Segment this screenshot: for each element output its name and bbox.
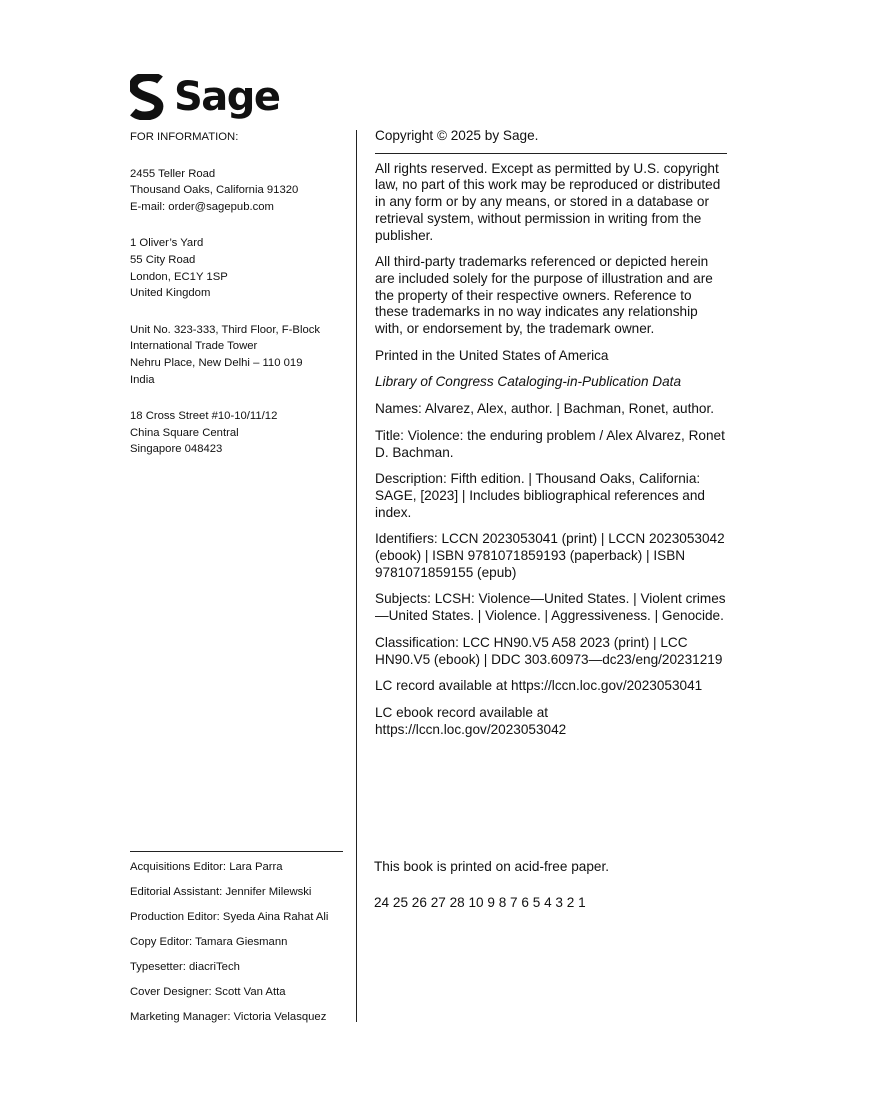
publisher-logo xyxy=(130,74,280,120)
address-line: International Trade Tower xyxy=(130,340,258,353)
address-line: India xyxy=(130,373,155,386)
address-line: Unit No. 323-333, Third Floor, F-Block xyxy=(130,323,321,336)
credit-line: Copy Editor: Tamara Giesmann xyxy=(130,936,288,948)
copyright-line: Copyright © 2025 by Sage. xyxy=(375,128,727,154)
cip-identifiers: Identifiers: LCCN 2023053041 (print) | LCCN 2023053042 (ebook) | ISBN 9781071859193 (paperback) | ISBN 9781071859155 (epub) xyxy=(375,531,725,580)
cip-classification: Classification: LCC HN90.V5 A58 2023 (print) | LCC HN90.V5 (ebook) | DDC 303.60973—dc23/eng/20231219 xyxy=(375,634,723,667)
address-block xyxy=(130,235,352,301)
contact-information xyxy=(130,129,352,478)
print-line: 24 25 26 27 28 10 9 8 7 6 5 4 3 2 1 xyxy=(374,895,586,910)
address-line: 55 City Road xyxy=(130,253,196,266)
credits-rule xyxy=(130,851,343,852)
address-line: London, EC1Y 1SP xyxy=(130,270,228,283)
copyright-section xyxy=(375,128,727,748)
cip-lc-record: LC record available at https://lccn.loc.gov/2023053041 xyxy=(375,678,703,694)
address-line: Singapore 048423 xyxy=(130,443,223,456)
logo-wordmark: Sage xyxy=(174,74,280,120)
credit-line: Typesetter: diacriTech xyxy=(130,961,240,973)
trademark-paragraph: All third-party trademarks referenced or depicted herein are included solely for the purpose of illustration and are the property of their respective owners. Reference to these trademarks in no way indicates any relationship with, or endorsement by, the trademark owner. xyxy=(375,254,713,337)
cip-names: Names: Alvarez, Alex, author. | Bachman, Ronet, author. xyxy=(375,401,715,417)
address-line: Thousand Oaks, California 91320 xyxy=(130,184,299,197)
cip-lc-ebook-record: LC ebook record available at https://lccn.loc.gov/2023053042 xyxy=(375,704,567,737)
production-credits xyxy=(130,859,328,1034)
credit-line: Acquisitions Editor: Lara Parra xyxy=(130,861,283,873)
rights-paragraph: All rights reserved. Except as permitted by U.S. copyright law, no part of this work may be reproduced or distributed in any form or by any means, or stored in a database or retrieval system, without permission in writing from the publisher. xyxy=(375,160,721,243)
address-line: China Square Central xyxy=(130,426,239,439)
address-block xyxy=(130,408,352,458)
info-heading-block xyxy=(130,129,352,146)
credit-line: Production Editor: Syeda Aina Rahat Ali xyxy=(130,911,329,923)
column-divider xyxy=(356,130,357,1022)
cip-heading: Library of Congress Cataloging-in-Publication Data xyxy=(375,374,682,390)
sage-s-logo-icon xyxy=(130,74,164,120)
address-line: 1 Oliver’s Yard xyxy=(130,237,204,250)
cip-subjects: Subjects: LCSH: Violence—United States. | Violent crimes—United States. | Violence. | Aggressiveness. | Genocide. xyxy=(375,591,726,624)
address-block xyxy=(130,166,352,216)
cip-title: Title: Violence: the enduring problem / Alex Alvarez, Ronet D. Bachman. xyxy=(375,427,725,460)
address-line: United Kingdom xyxy=(130,287,211,300)
address-line: 2455 Teller Road xyxy=(130,167,216,180)
printing-info xyxy=(374,858,609,911)
info-heading: FOR INFORMATION: xyxy=(130,131,239,143)
address-block xyxy=(130,322,352,388)
printed-in: Printed in the United States of America xyxy=(375,347,609,363)
address-line: E-mail: order@sagepub.com xyxy=(130,200,274,213)
address-line: Nehru Place, New Delhi – 110 019 xyxy=(130,356,303,369)
credit-line: Marketing Manager: Victoria Velasquez xyxy=(130,1011,327,1023)
credit-line: Cover Designer: Scott Van Atta xyxy=(130,986,286,998)
address-line: 18 Cross Street #10-10/11/12 xyxy=(130,410,278,423)
acid-free-note: This book is printed on acid-free paper. xyxy=(374,859,610,874)
credit-line: Editorial Assistant: Jennifer Milewski xyxy=(130,886,312,898)
cip-description: Description: Fifth edition. | Thousand Oaks, California: SAGE, [2023] | Includes bibliographical references and index. xyxy=(375,471,705,520)
